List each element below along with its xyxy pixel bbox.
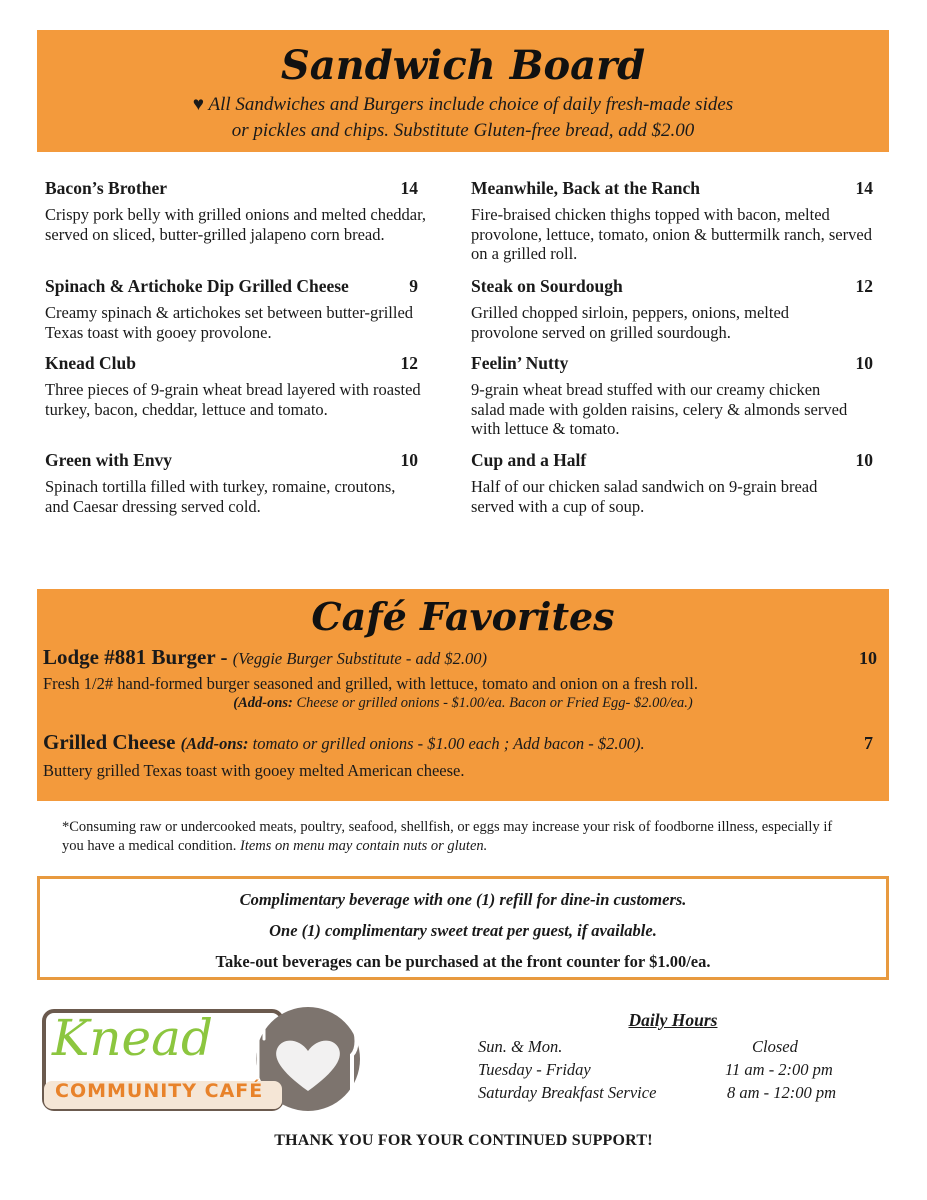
item-description: Half of our chicken salad sandwich on 9-grain bread served with a cup of soup. [471, 477, 818, 516]
item-description: Grilled chopped sirloin, peppers, onions, melted provolone served on grilled sourdough. [471, 303, 790, 342]
hours-row [478, 1058, 878, 1081]
addons-label: (Add-ons: [233, 695, 293, 711]
notice-line-2: One (1) complimentary sweet treat per guest, if available. [269, 921, 657, 940]
logo-tagline: COMMUNITY CAFÉ [55, 1080, 264, 1102]
hours-row [478, 1081, 878, 1104]
item-addons [181, 734, 645, 753]
addons-text: Cheese or grilled onions - $1.00/ea. Bacon or Fried Egg- $2.00/ea.) [292, 695, 693, 711]
item-name: Cup and a Half [471, 450, 587, 470]
item-price: 12 [855, 276, 873, 296]
hours-day: Saturday Breakfast Service [478, 1083, 657, 1102]
item-name: Bacon’s Brother [45, 178, 168, 198]
menu-item-spinach-artichoke [45, 275, 440, 342]
item-name: Spinach & Artichoke Dip Grilled Cheese [45, 276, 349, 296]
item-description: Buttery grilled Texas toast with gooey melted American cheese. [43, 761, 465, 780]
item-price: 14 [855, 178, 873, 198]
menu-item-lodge-burger [43, 645, 883, 712]
hours-time: Closed [752, 1037, 798, 1056]
item-price: 10 [859, 648, 877, 668]
food-safety-disclaimer [62, 818, 852, 856]
menu-item-steak-on-sourdough [471, 275, 873, 342]
item-price: 10 [400, 450, 418, 470]
menu-item-back-at-the-ranch [471, 177, 873, 264]
menu-item-bacons-brother [45, 177, 440, 244]
menu-item-cup-and-a-half [471, 449, 873, 516]
item-description: Spinach tortilla filled with turkey, romaine, croutons, and Caesar dressing served cold. [45, 477, 396, 516]
daily-hours [478, 1010, 878, 1104]
sandwich-board-subtitle-1: ♥ All Sandwiches and Burgers include choice of daily fresh-made sides [192, 94, 734, 115]
cafe-favorites-banner [37, 589, 889, 801]
hours-time: 11 am - 2:00 pm [725, 1060, 833, 1079]
sandwich-board-banner [37, 30, 889, 152]
addons-label: (Add-ons: [180, 734, 249, 753]
disclaimer-text: *Consuming raw or undercooked meats, poultry, seafood, shellfish, or eggs may increase your risk of foodborne illness, especially if you have a medical condition. [62, 819, 833, 854]
hours-day: Tuesday - Friday [478, 1060, 591, 1079]
logo-word: Knead [52, 1009, 213, 1067]
item-description: Fire-braised chicken thighs topped with bacon, melted provolone, lettuce, tomato, onion & buttermilk ranch, served on a grilled roll. [471, 205, 872, 263]
item-name: Green with Envy [45, 450, 173, 470]
item-name: Grilled Cheese [43, 730, 181, 754]
item-name: Feelin’ Nutty [471, 353, 569, 373]
hours-time: 8 am - 12:00 pm [727, 1083, 837, 1102]
disclaimer-allergen-note: Items on menu may contain nuts or gluten. [239, 838, 488, 854]
item-name: Lodge #881 Burger - [43, 645, 233, 669]
item-price: 12 [400, 353, 418, 373]
item-price: 14 [400, 178, 418, 198]
item-description: Crispy pork belly with grilled onions and melted cheddar, served on sliced, butter-grilled jalapeno corn bread. [45, 205, 427, 244]
menu-item-grilled-cheese [43, 730, 883, 781]
notice-line-1: Complimentary beverage with one (1) refill for dine-in customers. [239, 890, 687, 909]
hours-day: Sun. & Mon. [478, 1037, 563, 1056]
sandwich-board-title: Sandwich Board [280, 42, 646, 89]
item-price: 9 [409, 276, 418, 296]
hours-title: Daily Hours [628, 1010, 718, 1030]
item-price: 7 [864, 733, 873, 753]
item-name: Meanwhile, Back at the Ranch [471, 178, 700, 198]
complimentary-notice-box [37, 876, 889, 980]
item-price: 10 [855, 450, 873, 470]
item-price: 10 [855, 353, 873, 373]
hours-row [478, 1035, 878, 1058]
sandwich-board-subtitle-2: or pickles and chips. Substitute Gluten-free bread, add $2.00 [231, 120, 695, 141]
item-description: 9-grain wheat bread stuffed with our creamy chicken salad made with golden raisins, celery & almonds served with lettuce & tomato. [471, 380, 848, 438]
item-name: Knead Club [45, 353, 136, 373]
menu-item-knead-club [45, 352, 440, 419]
item-description: Creamy spinach & artichokes set between butter-grilled Texas toast with gooey provolone. [45, 303, 414, 342]
item-note: (Veggie Burger Substitute - add $2.00) [232, 649, 487, 668]
addons-text: tomato or grilled onions - $1.00 each ; Add bacon - $2.00). [248, 734, 645, 753]
menu-item-green-with-envy [45, 449, 440, 516]
notice-line-3: Take-out beverages can be purchased at the front counter for $1.00/ea. [215, 952, 711, 971]
cafe-favorites-title: Café Favorites [311, 594, 615, 639]
thank-you-footer: THANK YOU FOR YOUR CONTINUED SUPPORT! [274, 1132, 653, 1149]
item-addons [43, 694, 883, 712]
menu-item-feelin-nutty [471, 352, 873, 439]
item-description: Fresh 1/2# hand-formed burger seasoned and grilled, with lettuce, tomato and onion on a fresh roll. [43, 674, 698, 693]
item-description: Three pieces of 9-grain wheat bread layered with roasted turkey, bacon, cheddar, lettuce and tomato. [45, 380, 421, 419]
item-name: Steak on Sourdough [471, 276, 623, 296]
